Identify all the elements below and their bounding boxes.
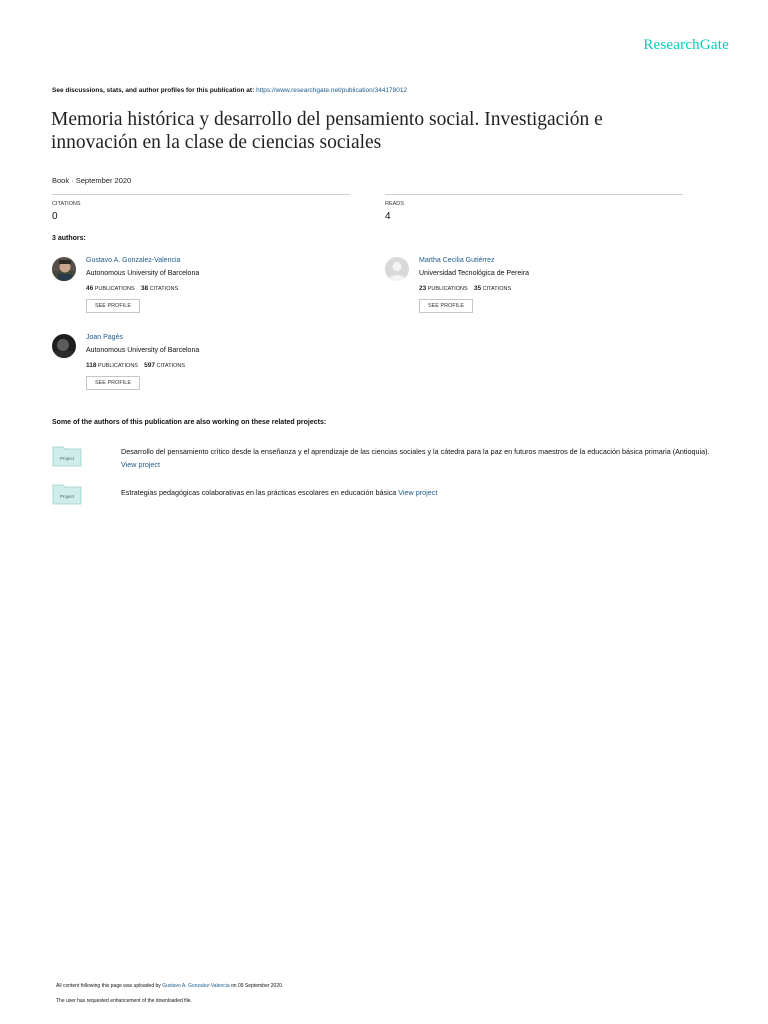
publications-count: 46 [86,285,94,292]
reads-label: READS [385,201,404,207]
citations-label: CITATIONS [52,201,81,207]
enhancement-note: The user has requested enhancement of the downloaded file. [56,998,192,1004]
author-citations-label: CITATIONS [156,363,186,369]
default-avatar-icon[interactable] [385,257,409,281]
project-description [121,445,711,471]
publications-label: PUBLICATIONS [427,286,468,292]
author-stats [86,362,185,369]
author-citations-label: CITATIONS [482,286,512,292]
project-text: Estrategias pedagógicas colaborativas en las prácticas escolares en educación básica [121,488,397,497]
publication-title: Memoria histórica y desarrollo del pensamiento social. Investigación e innovación en la clase de ciencias sociales [51,109,603,153]
project-icon-label: Project [59,494,75,499]
author-name[interactable]: Martha Cecilia Gutiérrez [419,257,495,264]
authors-heading: 3 authors: [52,235,86,242]
author-avatar[interactable] [52,334,76,358]
citations-count: 0 [52,211,58,222]
reads-divider [385,194,683,195]
related-projects-heading: Some of the authors of this publication are also working on these related projects: [52,419,327,426]
discussion-text: See discussions, stats, and author profiles for this publication at: [52,87,255,94]
publication-meta: Book · September 2020 [52,176,132,185]
upload-suffix: on 09 September 2020. [231,983,284,989]
discussion-line [52,87,407,94]
author-institution: Autonomous University of Barcelona [86,270,200,277]
author-stats [86,285,178,292]
project-folder-icon[interactable] [52,445,82,467]
project-icon-label: Project [59,456,75,461]
author-citations-label: CITATIONS [149,286,179,292]
author-citations-count: 38 [140,285,149,292]
project-folder-icon[interactable] [52,483,82,505]
researchgate-logo[interactable]: ResearchGate [643,37,729,53]
see-profile-button[interactable]: SEE PROFILE [86,376,140,390]
see-profile-button[interactable]: SEE PROFILE [86,299,140,313]
upload-prefix: All content following this page was uploaded by [56,983,161,989]
author-institution: Universidad Tecnológica de Pereira [419,270,529,277]
author-card [52,334,352,398]
author-name[interactable]: Joan Pagès [86,334,123,341]
author-card [385,257,685,321]
upload-note [56,983,283,989]
publications-label: PUBLICATIONS [94,286,135,292]
publication-link[interactable]: https://www.researchgate.net/publication/344178012 [256,87,408,94]
author-name[interactable]: Gustavo A. Gonzalez-Valencia [86,257,181,264]
view-project-link[interactable]: View project [121,460,161,469]
project-text: Desarrollo del pensamiento crítico desde la enseñanza y el aprendizaje de las ciencias sociales y la cátedra para la paz en futuros maestros de la educación básica primaria (Antioquia). [121,447,710,456]
author-stats [419,285,511,292]
author-institution: Autonomous University of Barcelona [86,347,200,354]
author-avatar[interactable] [52,257,76,281]
publications-count: 23 [419,285,427,292]
view-project-link[interactable]: View project [398,488,438,497]
citations-divider [52,194,350,195]
author-citations-count: 35 [473,285,482,292]
publications-label: PUBLICATIONS [98,363,138,369]
uploader-link[interactable]: Gustavo A. Gonzalez-Valencia [162,983,230,989]
see-profile-button[interactable]: SEE PROFILE [419,299,473,313]
reads-count: 4 [385,211,391,222]
publications-count: 118 [86,362,97,369]
project-description [121,486,711,499]
author-card [52,257,352,321]
author-citations-count: 597 [144,362,155,369]
